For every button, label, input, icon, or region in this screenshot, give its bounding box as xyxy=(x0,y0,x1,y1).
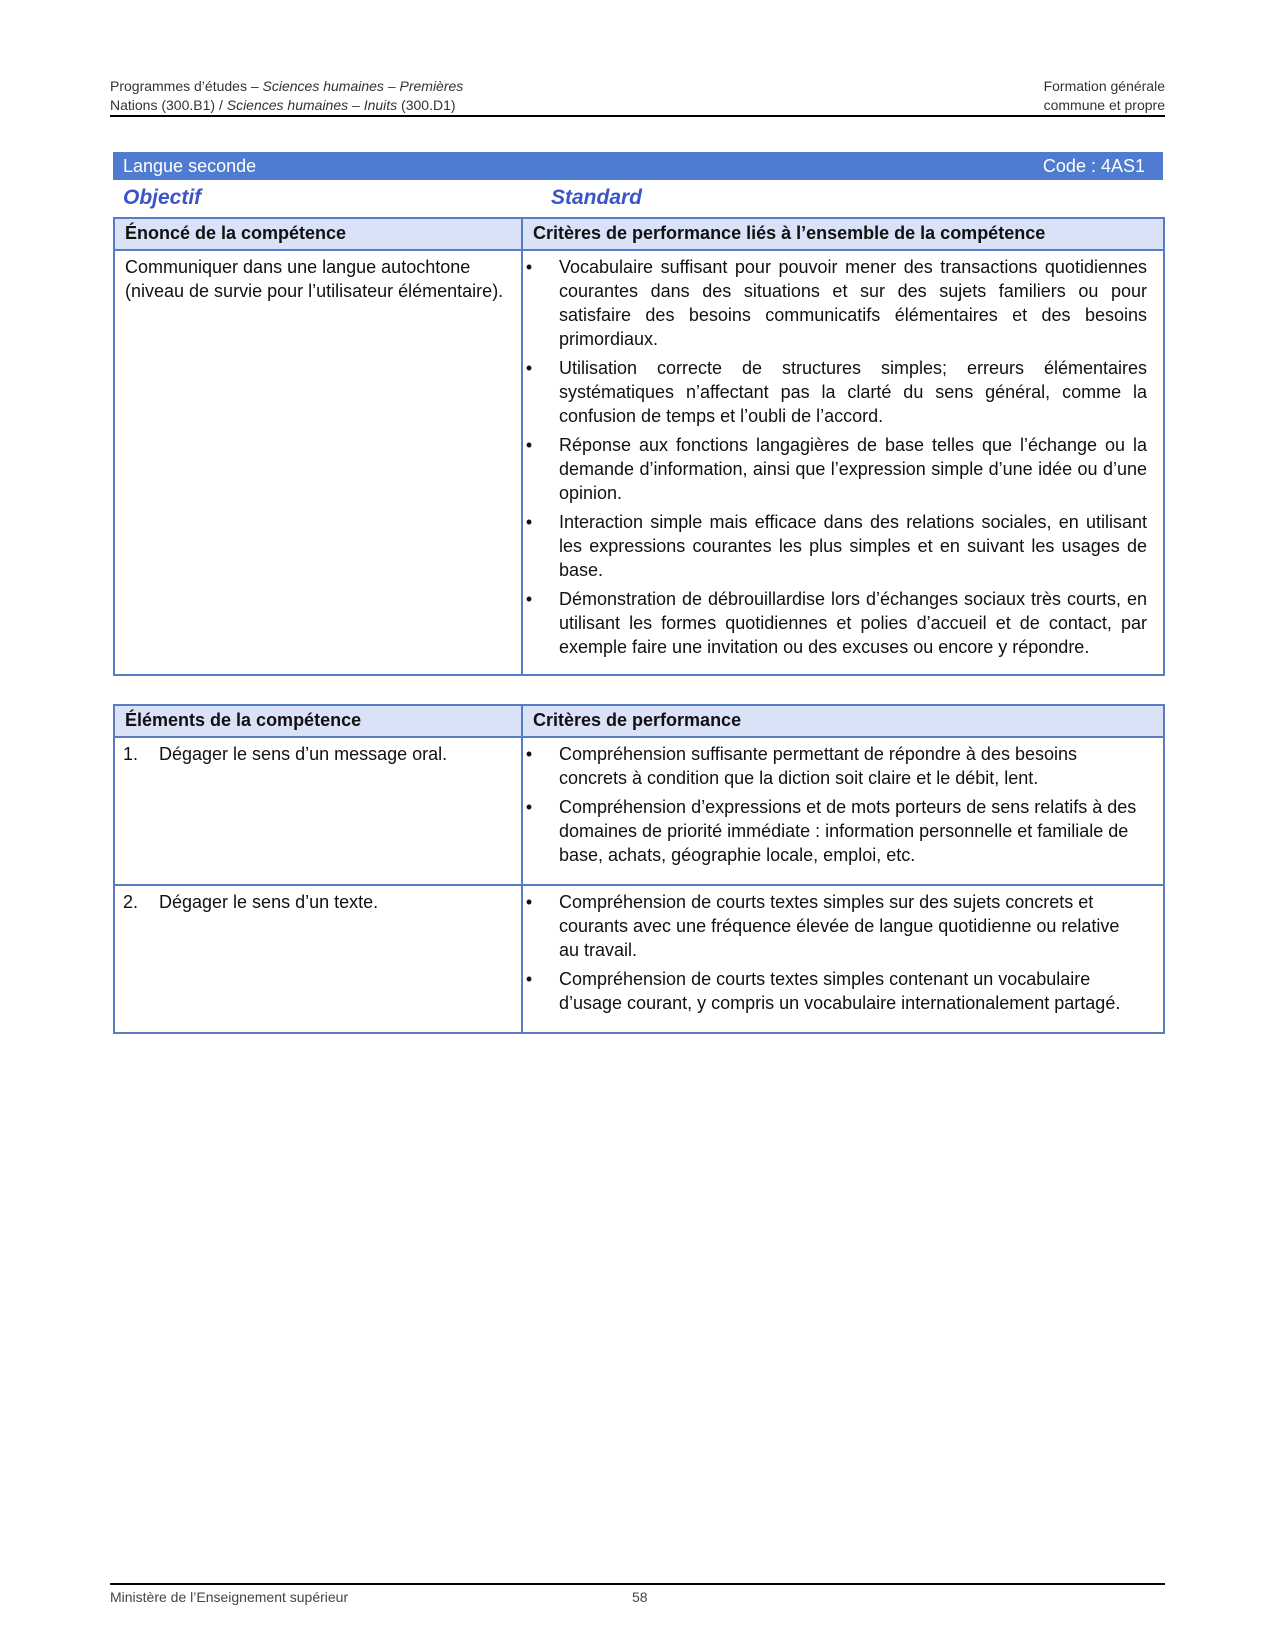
list-item xyxy=(523,510,1147,582)
table-row xyxy=(114,737,1164,885)
criterion-text: Interaction simple mais efficace dans des relations sociales, en utilisant les expressions courantes les plus simples et en suivant les usages de base. xyxy=(559,512,1147,580)
list-item xyxy=(523,742,1143,790)
element-criteria-cell xyxy=(522,885,1164,1033)
list-item xyxy=(523,587,1147,659)
list-item xyxy=(523,356,1147,428)
footer-ministry: Ministère de l’Enseignement supérieur xyxy=(110,1589,349,1605)
criterion-text: Compréhension suffisante permettant de répondre à des besoins concrets à condition que la diction soit claire et le débit, lent. xyxy=(559,744,1077,788)
header-text-italic: Sciences humaines – Inuits xyxy=(226,97,398,113)
elements-table-header xyxy=(114,705,1164,737)
element-cell xyxy=(114,737,522,885)
course-code: Code : 4AS1 xyxy=(1042,156,1145,176)
header-text: Programmes d’études – xyxy=(110,78,263,94)
competence-criteria-list xyxy=(523,255,1147,659)
header-text-italic: Sciences humaines – Premières xyxy=(262,78,464,94)
competence-criteria-header: Critères de performance liés à l’ensemble de la compétence xyxy=(522,218,1164,250)
course-title: Langue seconde xyxy=(123,156,257,176)
list-item xyxy=(523,255,1147,351)
criterion-text: Réponse aux fonctions langagières de base telles que l’échange ou la demande d’information, ainsi que l’expression simple d’une idée ou d’une opinion. xyxy=(559,435,1147,503)
criterion-text: Compréhension de courts textes simples contenant un vocabulaire d’usage courant, y compris un vocabulaire internationalement partagé. xyxy=(559,969,1121,1013)
standard-label: Standard xyxy=(551,186,643,209)
bullet-icon: • xyxy=(525,589,533,609)
header-training-type xyxy=(1044,77,1165,115)
list-item xyxy=(523,433,1147,505)
table-row xyxy=(114,885,1164,1033)
bullet-icon: • xyxy=(525,358,533,378)
competence-table xyxy=(113,217,1165,676)
criterion-text: Compréhension de courts textes simples sur des sujets concrets et courants avec une fréquence élevée de langue quotidienne ou relative au travail. xyxy=(559,892,1120,960)
elements-criteria-header: Critères de performance xyxy=(522,705,1164,737)
criterion-text: Vocabulaire suffisant pour pouvoir mener des transactions quotidiennes courantes dans des situations et sur des sujets familiers ou pour satisfaire des besoins communicatifs élémentaires et des besoins primordiaux. xyxy=(559,257,1147,349)
header-text: (300.D1) xyxy=(397,97,456,113)
objective-standard-row xyxy=(113,183,1163,215)
element-criteria-list xyxy=(523,890,1143,1015)
bullet-icon: • xyxy=(525,797,533,817)
bullet-icon: • xyxy=(525,435,533,455)
list-item xyxy=(523,890,1143,962)
objective-label: Objectif xyxy=(123,186,202,209)
criterion-text: Compréhension d’expressions et de mots porteurs de sens relatifs à des domaines de priorité immédiate : information personnelle et familiale de base, achats, géographie locale, emploi, etc. xyxy=(559,797,1137,865)
list-item xyxy=(523,795,1143,867)
competence-table-row xyxy=(114,250,1164,675)
header-program-title xyxy=(110,77,463,115)
header-right-line: Formation générale xyxy=(1043,78,1165,94)
page-footer xyxy=(110,1583,1165,1605)
element-number: 2. xyxy=(123,892,139,912)
header-right-line: commune et propre xyxy=(1043,97,1165,113)
elements-header: Éléments de la compétence xyxy=(114,705,522,737)
competence-table-header xyxy=(114,218,1164,250)
element-number: 1. xyxy=(123,744,139,764)
bullet-icon: • xyxy=(525,257,533,277)
element-text: Dégager le sens d’un message oral. xyxy=(159,744,448,764)
page-header xyxy=(110,77,1165,117)
competence-criteria-cell xyxy=(522,250,1164,675)
list-item xyxy=(523,967,1143,1015)
element-criteria-cell xyxy=(522,737,1164,885)
course-title-bar xyxy=(113,152,1163,180)
header-text: Nations (300.B1) / xyxy=(110,97,227,113)
element-text: Dégager le sens d’un texte. xyxy=(159,892,379,912)
competence-statement: Communiquer dans une langue autochtone (niveau de survie pour l’utilisateur élémentaire). xyxy=(114,250,522,675)
bullet-icon: • xyxy=(525,512,533,532)
criterion-text: Utilisation correcte de structures simples; erreurs élémentaires systématiques n’affectant pas la clarté du sens général, comme la confusion de temps et l’oubli de l’accord. xyxy=(559,358,1147,426)
elements-table xyxy=(113,704,1165,1034)
element-criteria-list xyxy=(523,742,1143,867)
page-number: 58 xyxy=(632,1589,648,1605)
criterion-text: Démonstration de débrouillardise lors d’échanges sociaux très courts, en utilisant les formes quotidiennes et polies d’accueil et de contact, par exemple faire une invitation ou des excuses ou encore y répondre. xyxy=(559,589,1147,657)
bullet-icon: • xyxy=(525,744,533,764)
competence-statement-header: Énoncé de la compétence xyxy=(114,218,522,250)
element-cell xyxy=(114,885,522,1033)
bullet-icon: • xyxy=(525,892,533,912)
bullet-icon: • xyxy=(525,969,533,989)
